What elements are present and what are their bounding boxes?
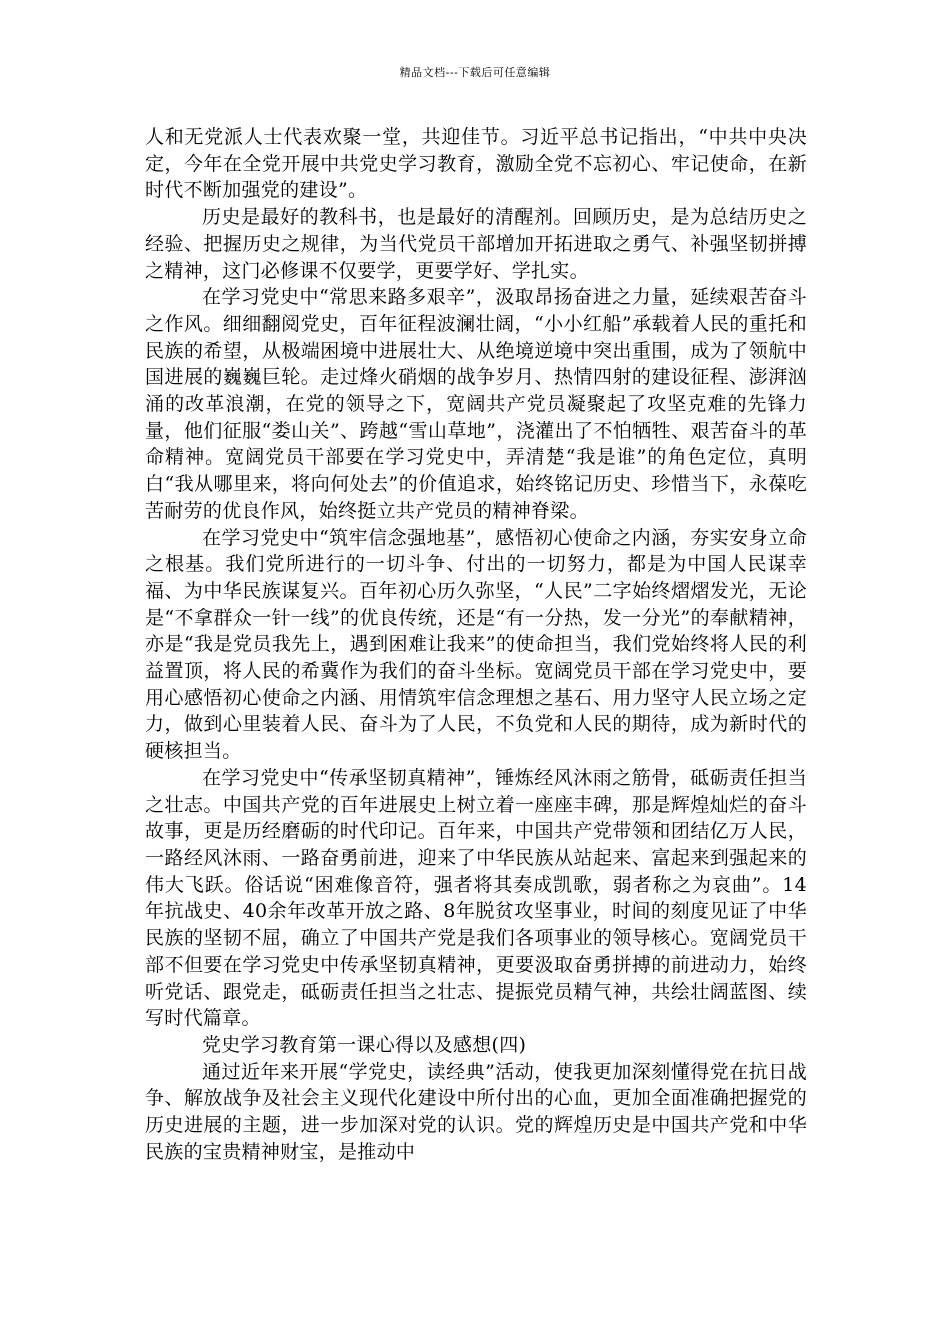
paragraph-1: 人和无党派人士代表欢聚一堂，共迎佳节。习近平总书记指出，“中共中央决定，今年在全党开展中共党史学习教育，激励全党不忘初心、牢记使命，在新时代不断加强党的建设”。: [145, 126, 807, 202]
paragraph-6: 通过近年来开展“学党史，读经典”活动，使我更加深刻懂得党在抗日战争、解放战争及社会主义现代化建设中所付出的心血，更加全面准确把握党的历史进展的主题，进一步加深对党的认识。党的辉煌历史是中国共产党和中华民族的宝贵精神财宝，是推动中: [145, 1060, 807, 1163]
paragraph-4: 在学习党史中“筑牢信念强地基”，感悟初心使命之内涵，夯实安身立命之根基。我们党所进行的一切斗争、付出的一切努力，都是为中国人民谋幸福、为中华民族谋复兴。百年初心历久弥坚，“人民”二字始终熠熠发光，无论是“不拿群众一针一线”的优良传统，还是“有一分热，发一分光”的奉献精神，亦是“我是党员我先上，遇到困难让我来”的使命担当，我们党始终将人民的利益置顶，将人民的希冀作为我们的奋斗坐标。宽阔党员干部在学习党史中，要用心感悟初心使命之内涵、用情筑牢信念理想之基石、用力坚守人民立场之定力，做到心里装着人民、奋斗为了人民，不负党和人民的期待，成为新时代的硬核担当。: [145, 526, 807, 763]
page-header: 精品文档---下载后可任意编辑: [399, 66, 551, 79]
paragraph-2: 历史是最好的教科书，也是最好的清醒剂。回顾历史，是为总结历史之经验、把握历史之规律，为当代党员干部增加开拓进取之勇气、补强坚韧拼搏之精神，这门必修课不仅要学，更要学好、学扎实。: [145, 206, 807, 282]
paragraph-3: 在学习党史中“常思来路多艰辛”，汲取昂扬奋进之力量，延续艰苦奋斗之作风。细细翻阅党史，百年征程波澜壮阔，“小小红船”承载着人民的重托和民族的希望，从极端困境中进展壮大、从绝境逆境中突出重围，成为了领航中国进展的巍巍巨轮。走过烽火硝烟的战争岁月、热情四射的建设征程、澎湃汹涌的改革浪潮，在党的领导之下，宽阔共产党员凝聚起了攻坚克难的先锋力量，他们征服“娄山关”、跨越“雪山草地”，浇灌出了不怕牺牲、艰苦奋斗的革命精神。宽阔党员干部要在学习党史中，弄清楚“我是谁”的角色定位，真明白“我从哪里来，将向何处去”的价值追求，始终铭记历史、珍惜当下，永葆吃苦耐劳的优良作风，始终挺立共产党员的精神脊梁。: [145, 286, 807, 522]
paragraph-5: 在学习党史中“传承坚韧真精神”，锤炼经风沐雨之筋骨，砥砺责任担当之壮志。中国共产党的百年进展史上树立着一座座丰碑，那是辉煌灿烂的奋斗故事，更是历经磨砺的时代印记。百年来，中国共产党带领和团结亿万人民，一路经风沐雨、一路奋勇前进，迎来了中华民族从站起来、富起来到强起来的伟大飞跃。俗话说“困难像音符，强者将其奏成凯歌，弱者称之为哀曲”。14年抗战史、40余年改革开放之路、8年脱贫攻坚事业，时间的刻度见证了中华民族的坚韧不屈，确立了中国共产党是我们各项事业的领导核心。宽阔党员干部不但要在学习党史中传承坚韧真精神，更要汲取奋勇拼搏的前进动力，始终听党话、跟党走，砥砺责任担当之壮志、提振党员精气神，共绘壮阔蓝图、续写时代篇章。: [145, 766, 807, 1030]
document-body: [145, 124, 807, 1165]
section-heading: 党史学习教育第一课心得以及感想(四): [202, 1033, 527, 1056]
